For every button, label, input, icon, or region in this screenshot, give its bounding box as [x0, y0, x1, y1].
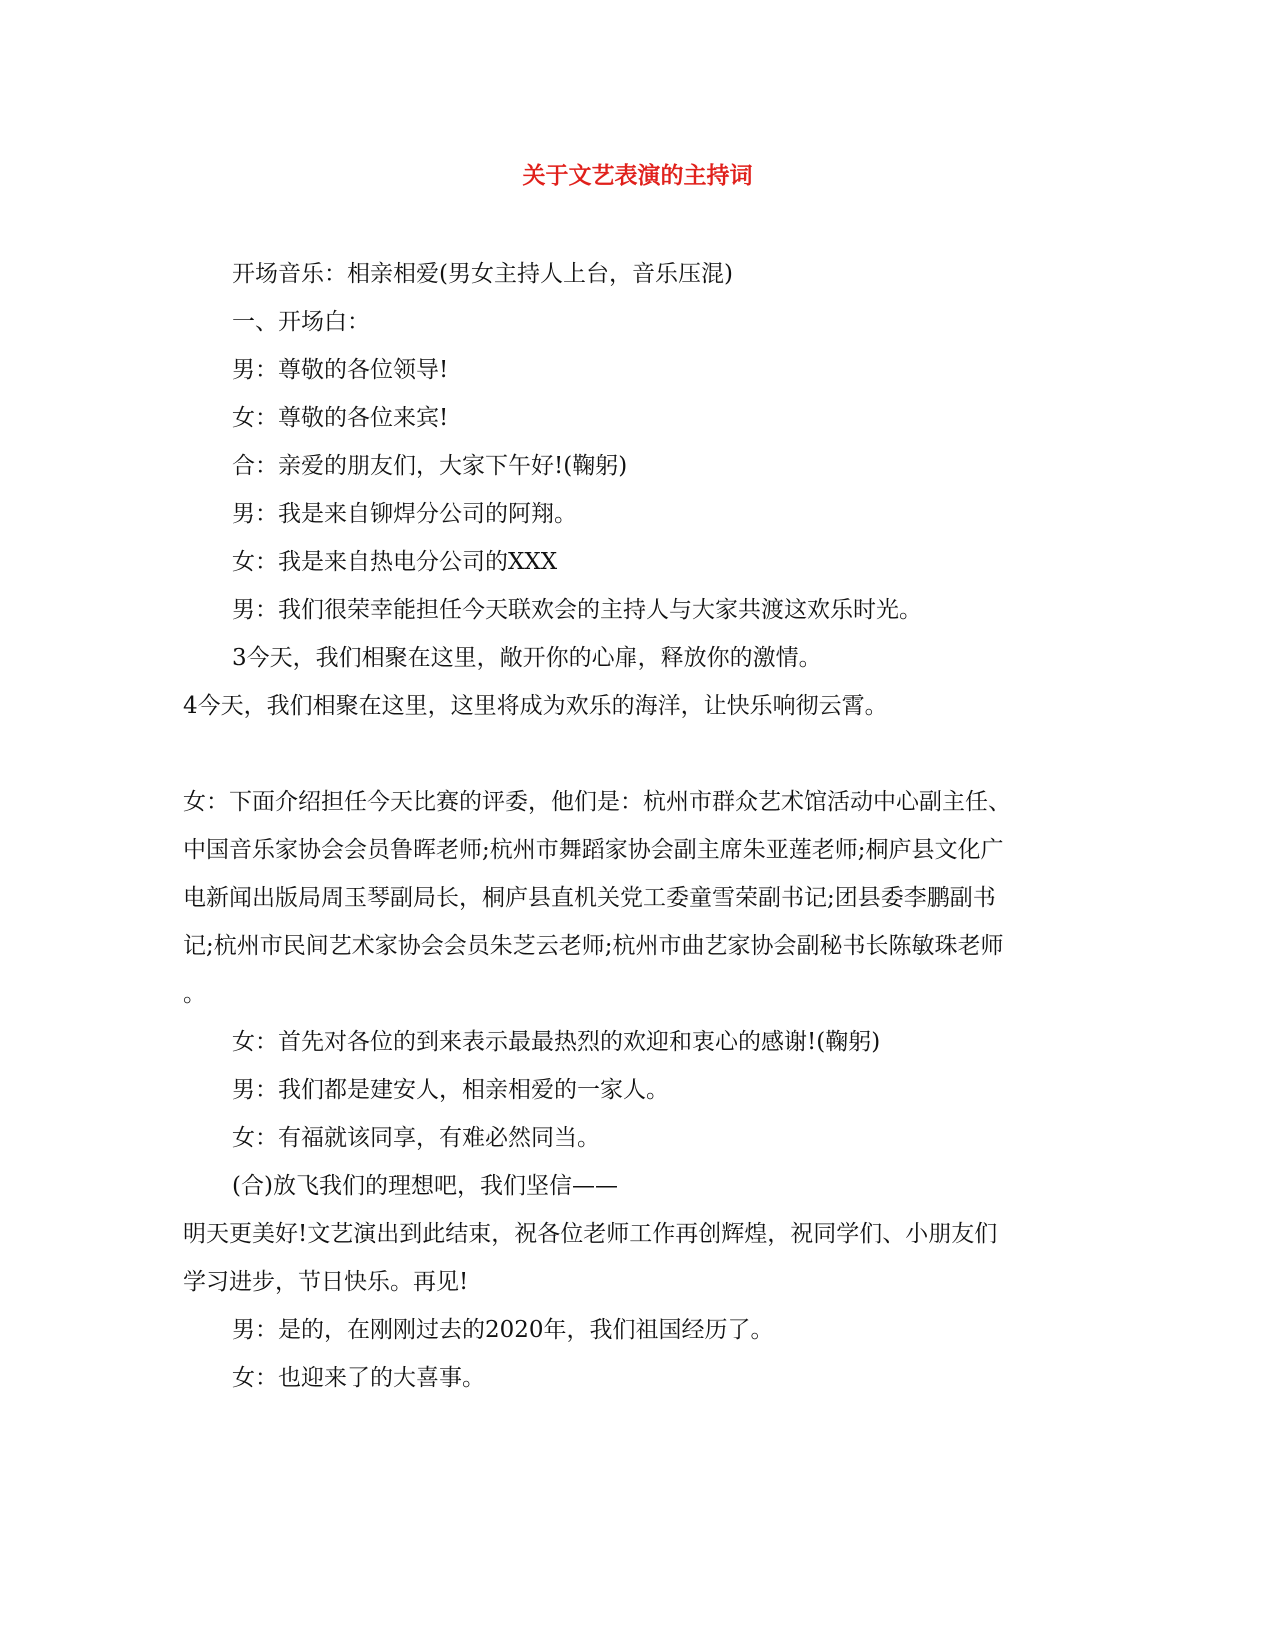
- closing-paragraph: [183, 1210, 1093, 1306]
- text-line: 男：我们很荣幸能担任今天联欢会的主持人与大家共渡这欢乐时光。: [232, 597, 922, 623]
- document-title: 关于文艺表演的主持词: [522, 162, 753, 189]
- text-line: 女：首先对各位的到来表示最最热烈的欢迎和衷心的感谢!(鞠躬): [232, 1029, 881, 1055]
- text-line: 合：亲爱的朋友们，大家下午好!(鞠躬): [232, 453, 628, 479]
- text-line: 明天更美好!文艺演出到此结束，祝各位老师工作再创辉煌，祝同学们、小朋友们: [183, 1221, 998, 1247]
- document-body: [183, 250, 1093, 1402]
- text-line: 女：我是来自热电分公司的XXX: [232, 549, 558, 575]
- text-line: 记;杭州市民间艺术家协会会员朱芝云老师;杭州市曲艺家协会副秘书长陈敏珠老师: [183, 933, 1004, 959]
- text-line: 女：有福就该同享，有难必然同当。: [232, 1125, 600, 1151]
- text-line: 男：尊敬的各位领导!: [232, 357, 449, 383]
- text-line: 女：也迎来了的大喜事。: [232, 1365, 485, 1391]
- text-line: 男：我们都是建安人，相亲相爱的一家人。: [232, 1077, 669, 1103]
- text-line: 开场音乐：相亲相爱(男女主持人上台，音乐压混): [232, 261, 733, 287]
- text-line: 。: [183, 981, 206, 1007]
- text-line: 电新闻出版局周玉琴副局长，桐庐县直机关党工委童雪荣副书记;团县委李鹏副书: [183, 885, 996, 911]
- text-line: 中国音乐家协会会员鲁晖老师;杭州市舞蹈家协会副主席朱亚莲老师;桐庐县文化广: [183, 837, 1004, 863]
- text-line: 男：我是来自铆焊分公司的阿翔。: [232, 501, 577, 527]
- text-line: 学习进步，节日快乐。再见!: [183, 1269, 469, 1295]
- paragraph-gap: [183, 730, 1093, 778]
- text-line: (合)放飞我们的理想吧，我们坚信——: [232, 1173, 618, 1199]
- text-line: 女：尊敬的各位来宾!: [232, 405, 449, 431]
- text-line: 男：是的，在刚刚过去的2020年，我们祖国经历了。: [232, 1317, 774, 1343]
- text-line: 一、开场白：: [232, 309, 370, 335]
- text-line: 女：下面介绍担任今天比赛的评委，他们是：杭州市群众艺术馆活动中心副主任、: [183, 789, 1011, 815]
- judges-paragraph: [183, 778, 1093, 1018]
- text-line: 4今天，我们相聚在这里，这里将成为欢乐的海洋，让快乐响彻云霄。: [183, 693, 888, 719]
- text-line: 3今天，我们相聚在这里，敞开你的心扉，释放你的激情。: [232, 645, 822, 671]
